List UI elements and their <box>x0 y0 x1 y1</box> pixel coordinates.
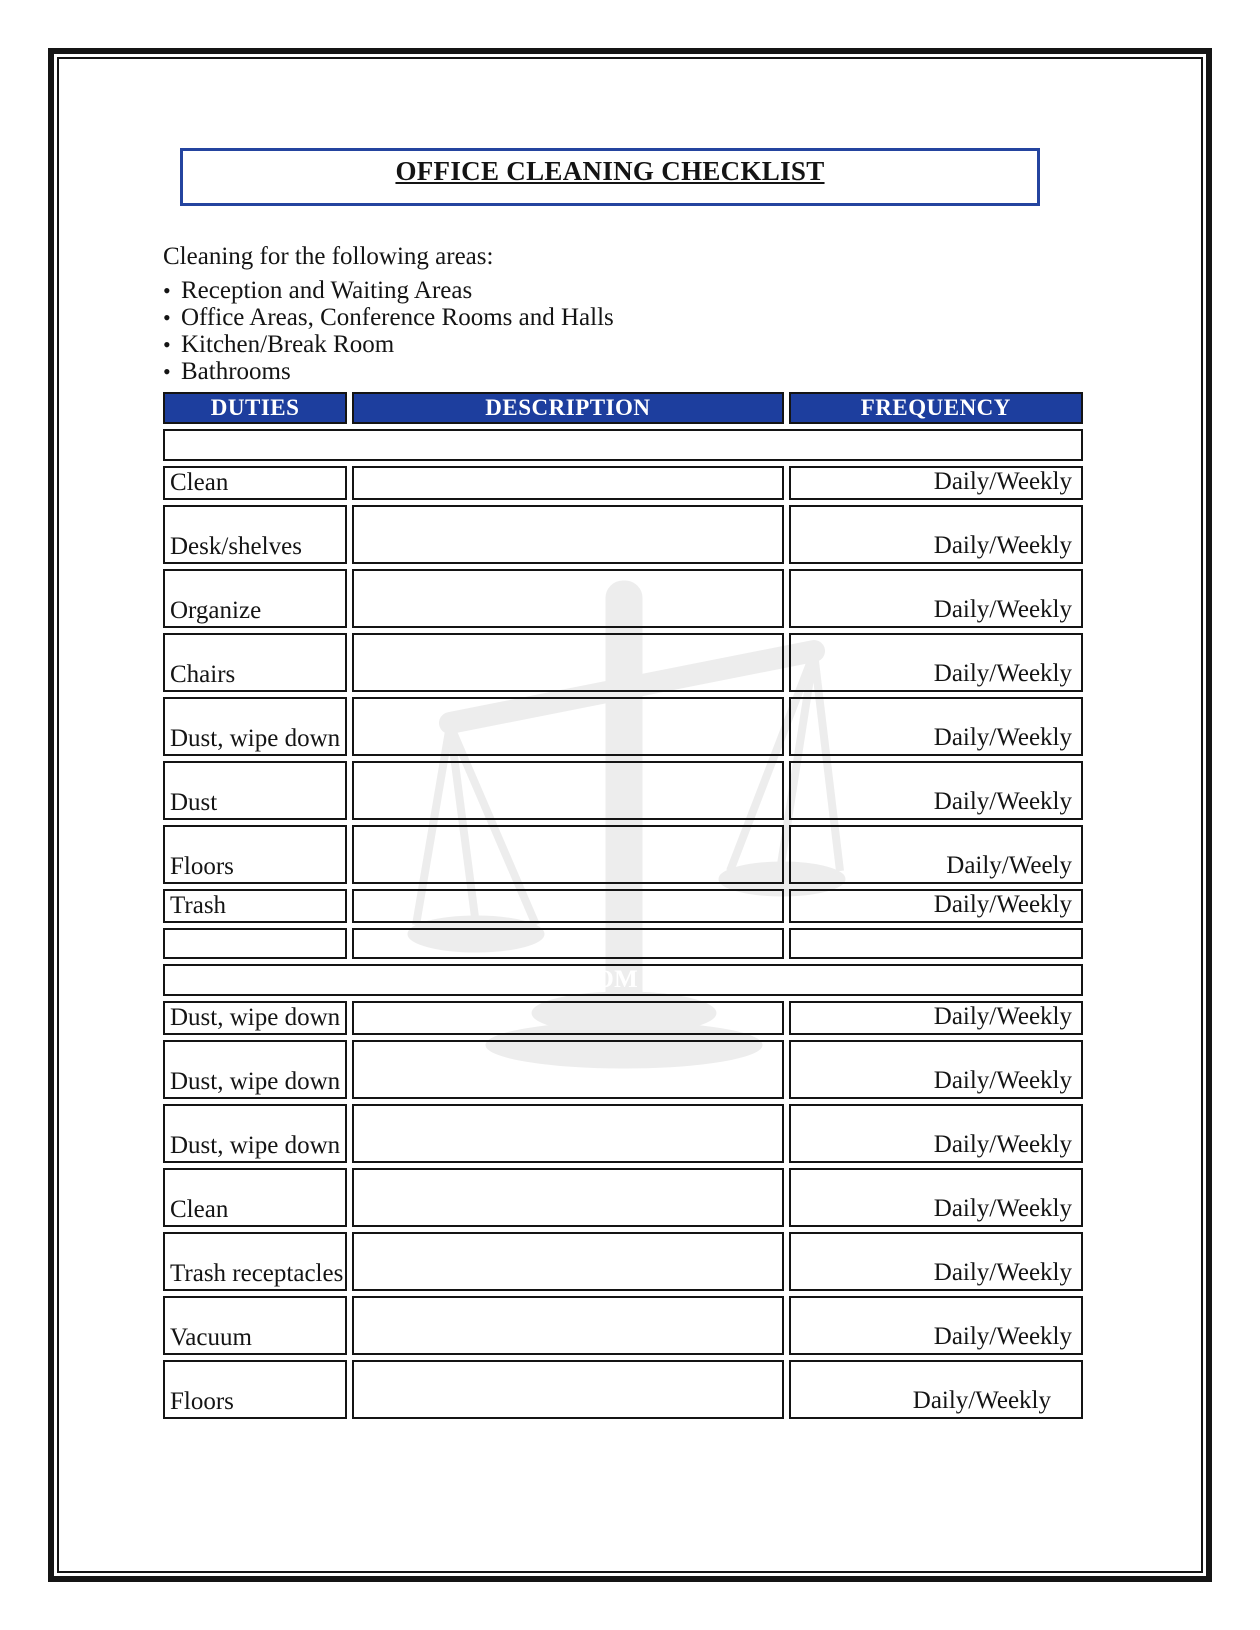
frequency-cell: Daily/Weekly <box>789 1360 1083 1419</box>
duty-cell: Floors <box>163 825 347 884</box>
duty-cell: Floors <box>163 1360 347 1419</box>
bullet-marker: • <box>163 278 171 303</box>
frequency-cell: Daily/Weekly <box>789 761 1083 820</box>
table-row <box>163 1104 1083 1163</box>
intro-block <box>163 243 863 385</box>
duty-cell: Chairs <box>163 633 347 692</box>
title-box <box>180 148 1040 206</box>
description-cell <box>352 505 783 564</box>
column-header-frequency: FREQUENCY <box>789 392 1083 424</box>
table-row <box>163 1040 1083 1099</box>
column-header-duties: DUTIES <box>163 392 347 424</box>
description-cell <box>352 466 783 500</box>
bullet-text: Kitchen/Break Room <box>181 331 395 358</box>
list-item <box>163 358 863 385</box>
frequency-cell: Daily/Weekly <box>789 466 1083 500</box>
description-cell <box>352 633 783 692</box>
frequency-cell: Daily/Weekly <box>789 1168 1083 1227</box>
description-cell <box>352 1232 783 1291</box>
list-item <box>163 304 863 331</box>
table-row <box>163 928 1083 959</box>
frequency-cell <box>789 928 1083 959</box>
table-row <box>163 633 1083 692</box>
section-title: RECEPTION AND WAITING AREAS: <box>163 429 1083 461</box>
duty-cell: Trash <box>163 889 347 923</box>
frequency-cell: Daily/Weely <box>789 825 1083 884</box>
duty-cell: Dust, wipe down <box>163 1001 347 1035</box>
list-item <box>163 277 863 304</box>
bullet-marker: • <box>163 305 171 330</box>
frequency-cell: Daily/Weekly <box>789 1296 1083 1355</box>
description-cell <box>352 1040 783 1099</box>
frequency-cell: Daily/Weekly <box>789 1104 1083 1163</box>
duty-cell: Dust, wipe down <box>163 697 347 756</box>
duty-cell: Dust <box>163 761 347 820</box>
frequency-cell: Daily/Weekly <box>789 505 1083 564</box>
description-cell <box>352 1104 783 1163</box>
table-row <box>163 889 1083 923</box>
bullet-marker: • <box>163 332 171 357</box>
duty-cell: Desk/shelves <box>163 505 347 564</box>
description-cell <box>352 889 783 923</box>
duty-cell: Dust, wipe down <box>163 1104 347 1163</box>
section-header-row <box>163 964 1083 996</box>
area-bullet-list <box>163 277 863 385</box>
table-row <box>163 761 1083 820</box>
duty-cell: Vacuum <box>163 1296 347 1355</box>
intro-heading: Cleaning for the following areas: <box>163 243 494 270</box>
bullet-text: Reception and Waiting Areas <box>181 277 473 304</box>
frequency-cell: Daily/Weekly <box>789 569 1083 628</box>
column-header-description: DESCRIPTION <box>352 392 783 424</box>
table-row <box>163 569 1083 628</box>
duty-cell: Clean <box>163 466 347 500</box>
bullet-marker: • <box>163 359 171 384</box>
frequency-cell: Daily/Weekly <box>789 697 1083 756</box>
bullet-text: Bathrooms <box>181 358 291 385</box>
table-row <box>163 1360 1083 1419</box>
page-title: OFFICE CLEANING CHECKLIST <box>395 156 825 186</box>
duty-cell: Clean <box>163 1168 347 1227</box>
section-title: OFFICE AREAS, CONFERENCE ROOM AND HALLS <box>163 964 1083 996</box>
table-row <box>163 697 1083 756</box>
frequency-cell: Daily/Weekly <box>789 1040 1083 1099</box>
description-cell <box>352 569 783 628</box>
bullet-text: Office Areas, Conference Rooms and Halls <box>181 304 614 331</box>
duty-cell <box>163 928 347 959</box>
checklist-table-body <box>163 429 1083 1419</box>
table-row <box>163 466 1083 500</box>
cleaning-checklist-table <box>158 387 1088 1424</box>
frequency-cell: Daily/Weekly <box>789 889 1083 923</box>
frequency-cell: Daily/Weekly <box>789 1001 1083 1035</box>
table-row <box>163 1168 1083 1227</box>
table-row <box>163 825 1083 884</box>
table-row <box>163 505 1083 564</box>
description-cell <box>352 761 783 820</box>
description-cell <box>352 1296 783 1355</box>
section-header-row <box>163 429 1083 461</box>
description-cell <box>352 1168 783 1227</box>
duty-cell: Organize <box>163 569 347 628</box>
list-item <box>163 331 863 358</box>
description-cell <box>352 928 783 959</box>
description-cell <box>352 697 783 756</box>
description-cell <box>352 1001 783 1035</box>
frequency-cell: Daily/Weekly <box>789 1232 1083 1291</box>
duty-cell: Dust, wipe down <box>163 1040 347 1099</box>
description-cell <box>352 825 783 884</box>
frequency-cell: Daily/Weekly <box>789 633 1083 692</box>
table-row <box>163 1232 1083 1291</box>
table-row <box>163 1296 1083 1355</box>
description-cell <box>352 1360 783 1419</box>
duty-cell: Trash receptacles <box>163 1232 347 1291</box>
table-header-row <box>163 392 1083 424</box>
table-row <box>163 1001 1083 1035</box>
